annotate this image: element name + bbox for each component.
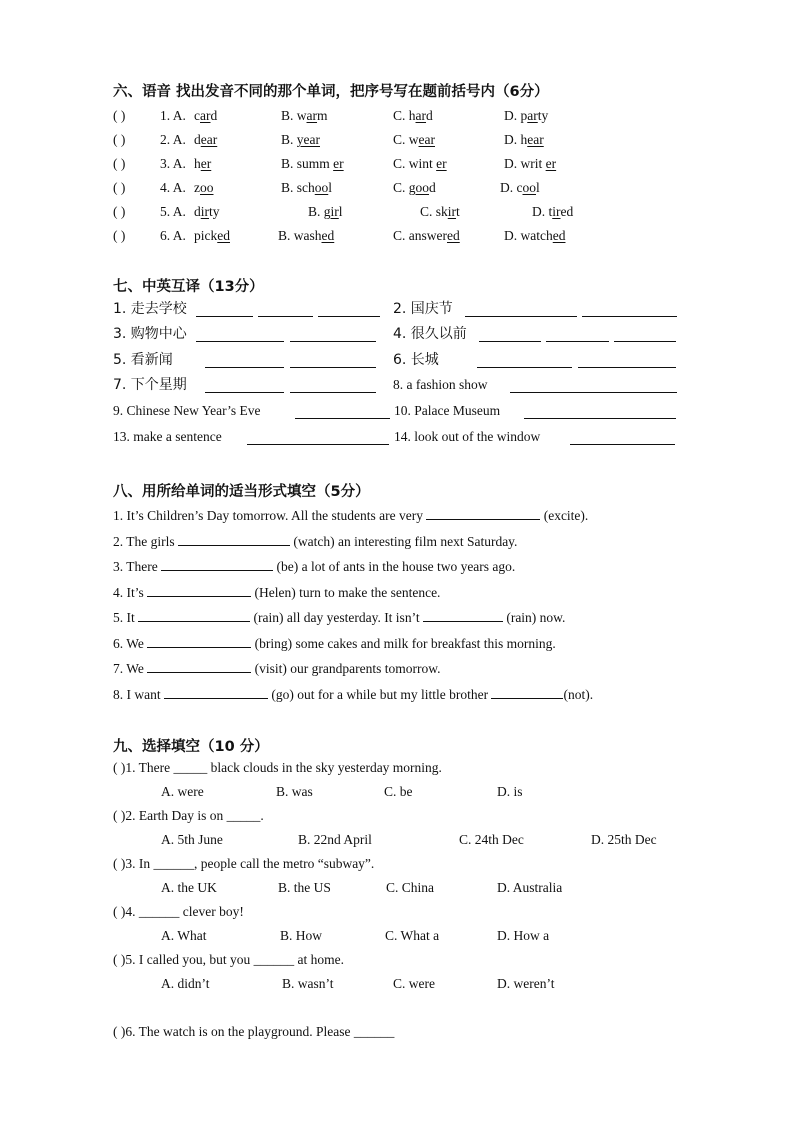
s9-options-row xyxy=(0,927,794,945)
s8-fill-row xyxy=(113,685,593,704)
option-a[interactable] xyxy=(194,227,230,245)
question-number: 2. A. xyxy=(160,132,186,147)
question-number: 3. A. xyxy=(160,156,186,171)
right-prompt: 10. Palace Museum xyxy=(394,403,501,418)
choice-d[interactable]: D. is xyxy=(497,784,523,799)
option-d[interactable] xyxy=(532,203,573,221)
translation-blank[interactable] xyxy=(196,302,253,317)
translation-blank[interactable] xyxy=(196,327,284,342)
option-b[interactable] xyxy=(281,155,344,173)
word-part: D. c xyxy=(500,180,523,195)
answer-paren[interactable]: ( ) xyxy=(113,156,126,171)
word-part: ty xyxy=(209,204,220,219)
right-prompt: 14. look out of the window xyxy=(394,429,541,444)
translation-blank[interactable] xyxy=(290,327,376,342)
word-part: c xyxy=(194,108,200,123)
translation-blank[interactable] xyxy=(510,378,677,393)
option-b[interactable] xyxy=(278,227,334,245)
option-c[interactable] xyxy=(393,227,460,245)
word-part: l xyxy=(338,204,343,219)
s9-question xyxy=(113,1023,394,1041)
answer-paren[interactable]: ( ) xyxy=(113,1024,126,1039)
s6-question-row xyxy=(0,131,794,149)
word-part: C. g xyxy=(393,180,416,195)
s9-options-row xyxy=(0,975,794,993)
word-hint: (excite). xyxy=(540,508,589,523)
s7-translation-row xyxy=(0,428,794,448)
underlined-sound: year xyxy=(296,132,320,147)
word-part: D. t xyxy=(532,204,553,219)
question-stem: 5. I called you, but you ______ at home. xyxy=(125,952,344,967)
underlined-sound: ar xyxy=(306,108,318,123)
underlined-sound: ed xyxy=(217,228,230,243)
word-hint: (visit) our grandparents tomorrow. xyxy=(251,661,441,676)
s9-question xyxy=(113,903,244,921)
word-part: z xyxy=(194,180,200,195)
sentence-start: 7. We xyxy=(113,661,148,676)
s7-translation-row xyxy=(0,300,794,320)
option-c[interactable] xyxy=(393,131,435,149)
s6-question-row xyxy=(0,203,794,221)
s9-question xyxy=(113,807,264,825)
word-part: C. wint xyxy=(393,156,437,171)
option-c[interactable] xyxy=(420,203,460,221)
underlined-sound: ear xyxy=(200,132,218,147)
word-hint: (Helen) turn to make the sentence. xyxy=(251,585,441,600)
s9-question xyxy=(113,759,442,777)
answer-blank[interactable] xyxy=(147,583,251,597)
s7-translation-row xyxy=(0,376,794,396)
word-part: d xyxy=(194,204,201,219)
right-prompt: 4. 很久以前 xyxy=(393,326,467,342)
right-prompt: 6. 长城 xyxy=(393,352,439,368)
underlined-sound: oo xyxy=(522,180,536,195)
word-part: D. p xyxy=(504,108,528,123)
section-8-heading: 八、用所给单词的适当形式填空（5分） xyxy=(113,484,370,500)
question-stem: 6. The watch is on the playground. Please ______ xyxy=(125,1024,395,1039)
sentence-start: 5. It xyxy=(113,610,139,625)
word-part: ty xyxy=(537,108,549,123)
word-part: C. sk xyxy=(420,204,448,219)
word-part: B. w xyxy=(281,108,307,123)
answer-paren[interactable]: ( ) xyxy=(113,228,126,243)
word-part: d xyxy=(194,132,201,147)
sentence-start: 4. It’s xyxy=(113,585,148,600)
question-stem: 2. Earth Day is on _____. xyxy=(125,808,264,823)
s8-fill-row xyxy=(113,583,440,602)
option-a[interactable] xyxy=(194,179,214,197)
s6-question-row xyxy=(0,107,794,125)
underlined-sound: ear xyxy=(418,132,435,147)
underlined-sound: ir xyxy=(330,204,339,219)
section-6-heading: 六、语音 找出发音不同的那个单词，把序号写在题前括号内（6分） xyxy=(113,84,549,100)
s7-translation-row xyxy=(0,402,794,422)
word-part: B. g xyxy=(308,204,331,219)
section-9-heading: 九、选择填空（10 分） xyxy=(113,739,269,755)
option-d[interactable] xyxy=(500,179,540,197)
left-prompt: 3. 购物中心 xyxy=(113,326,187,342)
choice-a[interactable]: A. 5th June xyxy=(161,832,223,847)
s9-question xyxy=(113,855,374,873)
option-b[interactable] xyxy=(281,131,320,149)
translation-blank[interactable] xyxy=(479,327,541,342)
choice-b[interactable]: B. 22nd April xyxy=(298,832,372,847)
answer-blank[interactable] xyxy=(138,608,250,622)
s9-question xyxy=(113,951,344,969)
underlined-sound: ed xyxy=(447,228,460,243)
underlined-sound: ed xyxy=(552,228,566,243)
choice-d[interactable]: D. weren’t xyxy=(497,976,555,991)
question-number: 1. A. xyxy=(160,108,186,123)
translation-blank[interactable] xyxy=(205,378,284,393)
word-part: d xyxy=(210,108,218,123)
word-hint: (not). xyxy=(563,687,594,702)
s9-options-row xyxy=(0,879,794,897)
word-hint: (go) out for a while but my little brother xyxy=(268,687,492,702)
translation-blank[interactable] xyxy=(614,327,676,342)
s6-question-row xyxy=(0,155,794,173)
word-part: l xyxy=(536,180,540,195)
section-7-heading: 七、中英互译（13分） xyxy=(113,279,264,295)
sentence-start: 8. I want xyxy=(113,687,164,702)
sentence-start: 1. It’s Children’s Day tomorrow. All the students are very xyxy=(113,508,427,523)
choice-d[interactable]: D. How a xyxy=(497,928,550,943)
answer-blank[interactable] xyxy=(161,557,273,571)
choice-c[interactable]: C. China xyxy=(386,880,435,895)
answer-paren[interactable]: ( ) xyxy=(113,108,126,123)
option-d[interactable] xyxy=(504,131,544,149)
translation-blank[interactable] xyxy=(578,353,676,368)
answer-blank[interactable] xyxy=(426,506,540,520)
translation-blank[interactable] xyxy=(582,302,677,317)
choice-c[interactable]: C. were xyxy=(393,976,435,991)
sentence-start: 6. We xyxy=(113,636,148,651)
translation-blank[interactable] xyxy=(247,430,389,445)
question-number: 5. A. xyxy=(160,204,186,219)
question-stem: 1. There _____ black clouds in the sky yesterday morning. xyxy=(125,760,442,775)
answer-blank[interactable] xyxy=(491,685,563,699)
option-b[interactable] xyxy=(281,107,328,125)
choice-a[interactable]: A. didn’t xyxy=(161,976,210,991)
question-stem: 3. In ______, people call the metro “subway”. xyxy=(125,856,375,871)
choice-a[interactable]: A. the UK xyxy=(161,880,217,895)
option-a[interactable] xyxy=(194,107,217,125)
option-c[interactable] xyxy=(393,179,436,197)
translation-blank[interactable] xyxy=(258,302,313,317)
word-part: l xyxy=(328,180,333,195)
word-part: pick xyxy=(194,228,218,243)
word-part: C. answer xyxy=(393,228,447,243)
answer-blank[interactable] xyxy=(164,685,268,699)
word-part: C. w xyxy=(393,132,419,147)
answer-paren[interactable]: ( ) xyxy=(113,132,126,147)
right-prompt: 8. a fashion show xyxy=(393,377,488,392)
answer-paren[interactable]: ( ) xyxy=(113,760,126,775)
word-part: D. writ xyxy=(504,156,546,171)
s7-translation-row xyxy=(0,351,794,371)
choice-c[interactable]: C. 24th Dec xyxy=(459,832,524,847)
answer-paren[interactable]: ( ) xyxy=(113,180,126,195)
question-number: 6. A. xyxy=(160,228,186,243)
translation-blank[interactable] xyxy=(465,302,577,317)
underlined-sound: ear xyxy=(527,132,544,147)
choice-c[interactable]: C. be xyxy=(384,784,413,799)
option-d[interactable] xyxy=(504,227,565,245)
option-a[interactable] xyxy=(194,155,211,173)
underlined-sound: oo xyxy=(314,180,329,195)
option-b[interactable] xyxy=(281,179,332,197)
s7-translation-row xyxy=(0,325,794,345)
choice-a[interactable]: A. What xyxy=(161,928,207,943)
sentence-start: 2. The girls xyxy=(113,534,178,549)
translation-blank[interactable] xyxy=(205,353,284,368)
answer-paren[interactable]: ( ) xyxy=(113,904,126,919)
left-prompt: 13. make a sentence xyxy=(113,429,222,444)
underlined-sound: ar xyxy=(415,108,427,123)
answer-paren[interactable]: ( ) xyxy=(113,808,126,823)
translation-blank[interactable] xyxy=(295,404,390,419)
s6-question-row xyxy=(0,227,794,245)
choice-b[interactable]: B. was xyxy=(276,784,313,799)
choice-c[interactable]: C. What a xyxy=(385,928,440,943)
word-part: m xyxy=(317,108,328,123)
word-hint: (rain) now. xyxy=(502,610,566,625)
translation-blank[interactable] xyxy=(477,353,572,368)
sentence-start: 3. There xyxy=(113,559,162,574)
right-prompt: 2. 国庆节 xyxy=(393,301,453,317)
s8-fill-row xyxy=(113,532,517,551)
translation-blank[interactable] xyxy=(524,404,676,419)
s9-options-row xyxy=(0,783,794,801)
option-c[interactable] xyxy=(393,107,433,125)
s8-fill-row xyxy=(113,557,515,576)
word-part: d xyxy=(426,108,433,123)
answer-blank[interactable] xyxy=(423,608,503,622)
underlined-sound: er xyxy=(545,156,557,171)
choice-d[interactable]: D. 25th Dec xyxy=(591,832,657,847)
underlined-sound: ir xyxy=(447,204,457,219)
word-hint: (bring) some cakes and milk for breakfast this morning. xyxy=(251,636,556,651)
word-hint: (rain) all day yesterday. It isn’t xyxy=(250,610,423,625)
answer-blank[interactable] xyxy=(178,532,290,546)
underlined-sound: ir xyxy=(200,204,209,219)
question-stem: 4. ______ clever boy! xyxy=(125,904,244,919)
choice-a[interactable]: A. were xyxy=(161,784,204,799)
s6-question-row xyxy=(0,179,794,197)
underlined-sound: oo xyxy=(415,180,430,195)
question-number: 4. A. xyxy=(160,180,186,195)
word-part: d xyxy=(429,180,436,195)
translation-blank[interactable] xyxy=(290,378,376,393)
left-prompt: 1. 走去学校 xyxy=(113,301,187,317)
word-part: h xyxy=(194,156,201,171)
s8-fill-row xyxy=(113,506,588,525)
underlined-sound: er xyxy=(200,156,212,171)
word-part: ed xyxy=(560,204,574,219)
s8-fill-row xyxy=(113,608,565,627)
option-d[interactable] xyxy=(504,155,556,173)
translation-blank[interactable] xyxy=(546,327,609,342)
answer-paren[interactable]: ( ) xyxy=(113,856,126,871)
option-d[interactable] xyxy=(504,107,548,125)
underlined-sound: ed xyxy=(321,228,335,243)
option-b[interactable] xyxy=(308,203,343,221)
underlined-sound: ar xyxy=(527,108,538,123)
choice-d[interactable]: D. Australia xyxy=(497,880,563,895)
choice-b[interactable]: B. wasn’t xyxy=(282,976,334,991)
left-prompt: 9. Chinese New Year’s Eve xyxy=(113,403,261,418)
word-part: B. sch xyxy=(281,180,315,195)
option-a[interactable] xyxy=(194,203,220,221)
underlined-sound: er xyxy=(436,156,447,171)
word-part: D. watch xyxy=(504,228,553,243)
translation-blank[interactable] xyxy=(318,302,380,317)
translation-blank[interactable] xyxy=(570,430,675,445)
word-part: B. xyxy=(281,132,297,147)
word-hint: (watch) an interesting film next Saturday. xyxy=(290,534,518,549)
left-prompt: 7. 下个星期 xyxy=(113,377,187,393)
s8-fill-row xyxy=(113,659,441,678)
word-part: D. h xyxy=(504,132,528,147)
answer-paren[interactable]: ( ) xyxy=(113,204,126,219)
word-hint: (be) a lot of ants in the house two years ago. xyxy=(273,559,516,574)
s9-options-row xyxy=(0,831,794,849)
underlined-sound: oo xyxy=(200,180,214,195)
word-part: C. h xyxy=(393,108,416,123)
underlined-sound: ar xyxy=(200,108,211,123)
option-a[interactable] xyxy=(194,131,217,149)
left-prompt: 5. 看新闻 xyxy=(113,352,173,368)
word-part: B. summ xyxy=(281,156,334,171)
choice-b[interactable]: B. How xyxy=(280,928,323,943)
translation-blank[interactable] xyxy=(290,353,376,368)
option-c[interactable] xyxy=(393,155,447,173)
underlined-sound: er xyxy=(333,156,344,171)
answer-blank[interactable] xyxy=(147,634,251,648)
word-part: B. wash xyxy=(278,228,322,243)
answer-blank[interactable] xyxy=(147,659,251,673)
choice-b[interactable]: B. the US xyxy=(278,880,331,895)
s8-fill-row xyxy=(113,634,556,653)
word-part: t xyxy=(456,204,460,219)
answer-paren[interactable]: ( ) xyxy=(113,952,126,967)
underlined-sound: ir xyxy=(552,204,561,219)
